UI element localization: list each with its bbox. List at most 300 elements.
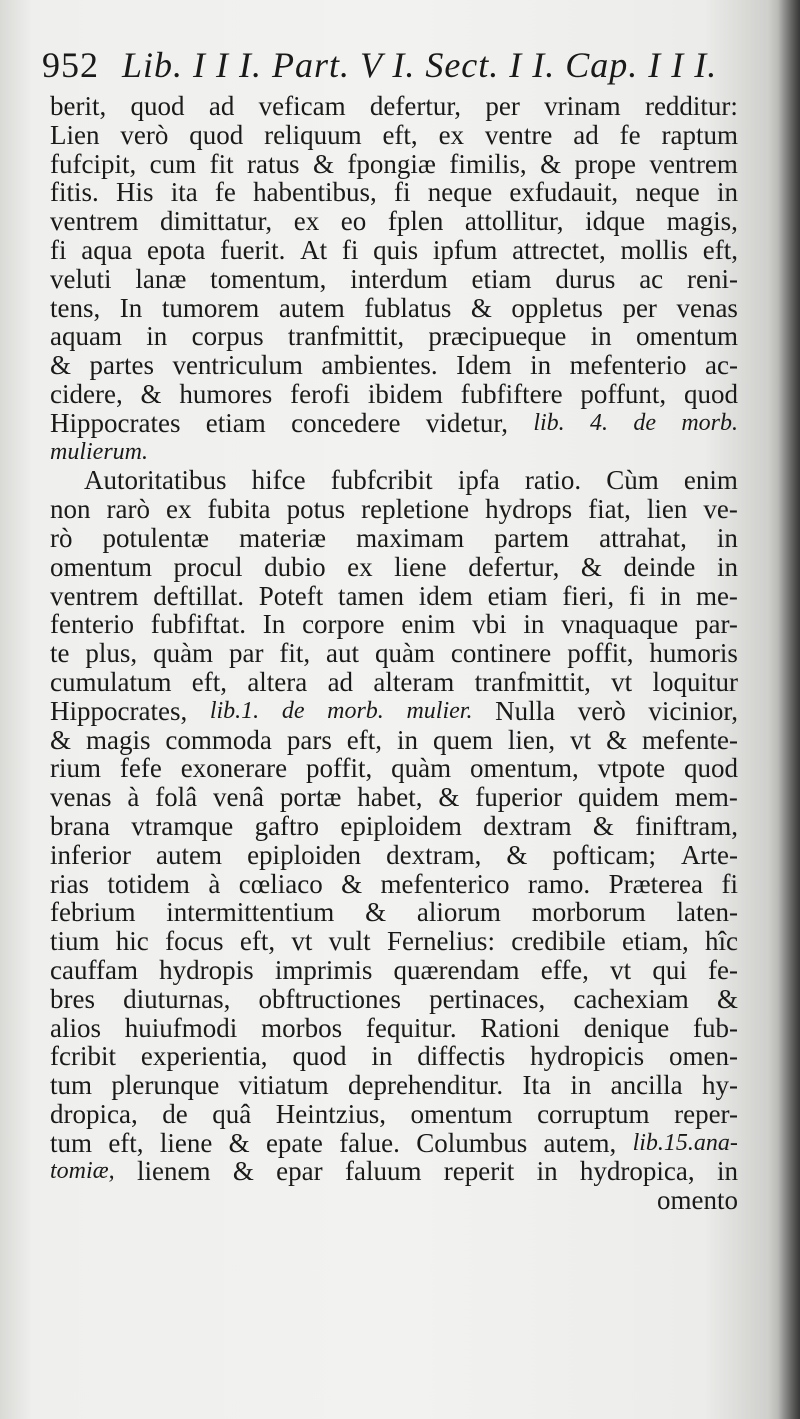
word: eo bbox=[340, 206, 367, 237]
word: te bbox=[50, 638, 70, 669]
text-line bbox=[50, 726, 738, 755]
word: laten- bbox=[676, 897, 738, 928]
word: rò bbox=[50, 522, 73, 553]
word: fe bbox=[619, 119, 641, 150]
word: verò bbox=[120, 119, 169, 150]
word: imprimis bbox=[274, 954, 373, 985]
word: fitis. bbox=[50, 177, 99, 208]
word: deprehenditur. bbox=[347, 1070, 504, 1101]
word: veluti bbox=[50, 263, 112, 294]
word: per bbox=[485, 91, 520, 121]
word: hydropicis bbox=[530, 1041, 645, 1072]
word: cumulatum bbox=[50, 666, 172, 697]
word: ipfum bbox=[432, 234, 498, 265]
text-line bbox=[50, 1129, 738, 1158]
text-line bbox=[50, 639, 738, 668]
word: In bbox=[119, 292, 143, 323]
text-line bbox=[50, 207, 738, 236]
word: neque bbox=[635, 177, 700, 208]
word: quàm bbox=[374, 638, 435, 669]
word: & bbox=[365, 897, 387, 928]
text-line bbox=[50, 1157, 738, 1186]
word: fi bbox=[628, 580, 646, 611]
word: ratus bbox=[247, 148, 300, 179]
word: quâ bbox=[212, 1098, 252, 1129]
word: habet, bbox=[357, 782, 423, 813]
italic-word: de bbox=[281, 697, 305, 724]
word: cachexiam bbox=[573, 983, 689, 1014]
word: epota bbox=[146, 234, 206, 265]
word: eft, bbox=[239, 926, 276, 957]
word: fufcipit, bbox=[50, 148, 137, 179]
word: quærendam bbox=[393, 954, 520, 985]
word: ramo. bbox=[527, 868, 591, 899]
word: idque bbox=[585, 206, 646, 237]
word: mefente- bbox=[642, 724, 738, 755]
word: hic bbox=[115, 926, 149, 957]
word: rias bbox=[50, 868, 89, 899]
word: in bbox=[716, 177, 738, 208]
word: hydrops bbox=[485, 494, 573, 525]
text-line bbox=[50, 294, 738, 323]
text-line bbox=[50, 553, 738, 582]
italic-word: 4. bbox=[590, 409, 608, 436]
word: prope bbox=[574, 148, 637, 179]
word: & bbox=[312, 148, 334, 179]
text-line bbox=[50, 610, 738, 639]
word: quidem bbox=[578, 782, 660, 813]
word: non bbox=[50, 494, 91, 525]
word: Nulla bbox=[495, 695, 556, 726]
word: Præterea bbox=[608, 868, 704, 899]
word: defertur, bbox=[468, 551, 560, 582]
word: partes bbox=[89, 350, 154, 381]
word: ventrem bbox=[649, 148, 738, 179]
word: venas bbox=[50, 782, 112, 813]
word: Autoritatibus bbox=[84, 465, 227, 496]
word: quod bbox=[189, 119, 244, 150]
word: bres bbox=[50, 983, 95, 1014]
text-line bbox=[50, 178, 738, 207]
word: quàm bbox=[391, 753, 452, 784]
word: & bbox=[50, 350, 72, 381]
word: vitiatum bbox=[238, 1070, 329, 1101]
word: fuperior bbox=[475, 782, 563, 813]
word: fit, bbox=[279, 638, 311, 669]
word: fi bbox=[341, 234, 359, 265]
word: cidere, bbox=[50, 378, 123, 409]
word: focus bbox=[165, 926, 224, 957]
word: fenterio bbox=[50, 609, 134, 640]
word: omen- bbox=[669, 1041, 738, 1072]
word: ventrem bbox=[50, 580, 139, 611]
word: & bbox=[592, 810, 614, 841]
word: aquam bbox=[50, 321, 122, 352]
word: fubfiftat. bbox=[150, 609, 246, 640]
text-line bbox=[50, 1014, 738, 1043]
word: omentum, bbox=[470, 753, 579, 784]
word: quem bbox=[432, 724, 493, 755]
text-line bbox=[50, 495, 738, 524]
word: hydropis bbox=[159, 954, 254, 985]
word: oppletus bbox=[511, 292, 603, 323]
word: & bbox=[50, 724, 72, 755]
word: rium bbox=[50, 753, 101, 784]
word: in bbox=[396, 724, 418, 755]
text-line bbox=[50, 870, 738, 899]
word: In bbox=[262, 609, 286, 640]
word: vt bbox=[611, 666, 633, 697]
text-line bbox=[50, 466, 738, 495]
word: denique bbox=[583, 1012, 670, 1043]
word: ve- bbox=[703, 494, 738, 525]
text-line bbox=[50, 1071, 738, 1100]
book-spine-shadow bbox=[778, 0, 800, 1419]
word: totidem bbox=[107, 868, 190, 899]
word: humores bbox=[179, 378, 273, 409]
word: etiam bbox=[487, 580, 548, 611]
word: epar bbox=[276, 1156, 323, 1187]
word: quod bbox=[683, 378, 738, 409]
word: poffit, bbox=[306, 753, 373, 784]
word: defertur, bbox=[369, 91, 462, 121]
word: & bbox=[228, 1127, 250, 1158]
word: hy- bbox=[701, 1070, 738, 1101]
word: idem bbox=[418, 580, 473, 611]
word: Hippocrates, bbox=[50, 695, 188, 726]
word: par bbox=[228, 638, 264, 669]
word: in bbox=[660, 580, 682, 611]
word: mefenterico bbox=[380, 868, 510, 899]
word: ventre bbox=[484, 119, 553, 150]
word: effe, bbox=[540, 954, 589, 985]
word: poffunt, bbox=[580, 378, 667, 409]
word: falue. bbox=[339, 1127, 400, 1158]
word: & bbox=[606, 724, 628, 755]
text-line bbox=[50, 1100, 738, 1129]
word: quod bbox=[130, 91, 185, 121]
word: vrinam bbox=[544, 91, 621, 121]
word: hîc bbox=[704, 926, 738, 957]
word: etiam, bbox=[621, 926, 689, 957]
word: Lien bbox=[50, 119, 100, 150]
italic-word: mulier. bbox=[406, 697, 473, 724]
text-line bbox=[50, 754, 738, 783]
word: eft, bbox=[382, 119, 418, 150]
word: enim bbox=[401, 609, 456, 640]
word: portæ bbox=[279, 782, 342, 813]
word: concedere bbox=[291, 407, 401, 438]
word: & bbox=[341, 868, 363, 899]
running-head: Lib. I I I. Part. V I. Sect. I I. Cap. I I I. bbox=[122, 45, 718, 85]
word: fequitur. bbox=[365, 1012, 457, 1043]
word: ferofi bbox=[290, 378, 351, 409]
word: aut bbox=[326, 638, 360, 669]
text-line bbox=[50, 841, 738, 870]
text-line bbox=[50, 668, 738, 697]
italic-word: morb. bbox=[327, 697, 384, 724]
word: fefe bbox=[119, 753, 162, 784]
word: Idem bbox=[456, 350, 512, 381]
word: poffit, bbox=[567, 638, 634, 669]
text-line bbox=[50, 438, 738, 467]
line-text: omento bbox=[657, 1185, 738, 1216]
word: rarò bbox=[106, 494, 150, 525]
word: in bbox=[716, 522, 738, 553]
word: omentum bbox=[635, 321, 738, 352]
word: omentum bbox=[410, 1098, 513, 1129]
word: reni- bbox=[686, 263, 738, 294]
word: raptum bbox=[661, 119, 738, 150]
word: in bbox=[146, 321, 168, 352]
word: præcipueque bbox=[428, 321, 567, 352]
word: Poteft bbox=[258, 580, 324, 611]
word: fplen bbox=[387, 206, 444, 237]
word: fi bbox=[394, 177, 411, 208]
word: fuerit. bbox=[220, 234, 286, 265]
word: mefenterio bbox=[569, 350, 687, 381]
word: lien, bbox=[507, 724, 556, 755]
word: vnaquaque bbox=[561, 609, 679, 640]
word: ancilla bbox=[610, 1070, 683, 1101]
body-text bbox=[50, 92, 738, 1215]
word: hydropica, bbox=[579, 1156, 695, 1187]
word: ita bbox=[170, 177, 198, 208]
word: vult bbox=[328, 926, 371, 957]
word: veficam bbox=[258, 91, 346, 121]
word: videtur, bbox=[425, 407, 508, 438]
word: venas bbox=[676, 292, 738, 323]
word: fit bbox=[209, 148, 234, 179]
text-line bbox=[50, 783, 738, 812]
word: dubio bbox=[264, 551, 326, 582]
word: de bbox=[162, 1098, 188, 1129]
word: fub- bbox=[693, 1012, 738, 1043]
word: attrahat, bbox=[599, 522, 687, 553]
word: liene bbox=[159, 1127, 213, 1158]
word: Ita bbox=[522, 1070, 551, 1101]
word: continere bbox=[450, 638, 552, 669]
word: & bbox=[438, 782, 460, 813]
word: exfudauit, bbox=[509, 177, 619, 208]
word: magis, bbox=[666, 206, 738, 237]
word: reliquum bbox=[264, 119, 362, 150]
word: eft, bbox=[108, 1127, 144, 1158]
text-line bbox=[50, 927, 738, 956]
word: Rationi bbox=[480, 1012, 560, 1043]
text-line bbox=[50, 812, 738, 841]
word: Heintzius, bbox=[275, 1098, 387, 1129]
text-line bbox=[50, 150, 738, 179]
word: Hippocrates bbox=[50, 407, 181, 438]
word: & bbox=[580, 551, 602, 582]
word: tens, bbox=[50, 292, 101, 323]
word: per bbox=[622, 292, 657, 323]
word: potulentæ bbox=[102, 522, 210, 553]
word: ambientes. bbox=[321, 350, 438, 381]
word: tranfmittit, bbox=[474, 666, 591, 697]
word: intermittentium bbox=[166, 897, 335, 928]
italic-word: tomiæ, bbox=[50, 1158, 115, 1185]
word: mollis bbox=[620, 234, 689, 265]
text-line bbox=[50, 121, 738, 150]
word: finiftram, bbox=[635, 810, 738, 841]
word: brana bbox=[50, 810, 110, 841]
word: vt bbox=[570, 724, 592, 755]
word: autem bbox=[278, 292, 345, 323]
word: reper- bbox=[674, 1098, 738, 1129]
word: tranfmittit, bbox=[287, 321, 405, 352]
word: par- bbox=[694, 609, 738, 640]
word: tum bbox=[50, 1127, 93, 1158]
word: repletione bbox=[361, 494, 470, 525]
word: ac bbox=[639, 263, 664, 294]
text-line bbox=[50, 236, 738, 265]
word: autem bbox=[156, 839, 223, 870]
word: huiufmodi bbox=[124, 1012, 238, 1043]
word: quàm bbox=[153, 638, 214, 669]
text-line bbox=[50, 322, 738, 351]
word: attollitur, bbox=[464, 206, 564, 237]
word: & bbox=[140, 378, 162, 409]
word: tum bbox=[50, 1070, 93, 1101]
word: ibidem bbox=[367, 378, 443, 409]
word: partem bbox=[494, 522, 570, 553]
word: omentum bbox=[50, 551, 152, 582]
word: lienem bbox=[137, 1156, 211, 1187]
word: dextram, bbox=[386, 839, 482, 870]
word: cœliaco bbox=[238, 868, 323, 899]
word: autem, bbox=[543, 1127, 617, 1158]
text-line bbox=[50, 380, 738, 409]
word: lien bbox=[646, 494, 688, 525]
word: fe bbox=[214, 177, 236, 208]
word: Cùm bbox=[606, 465, 659, 496]
word: reperit bbox=[443, 1156, 515, 1187]
word: eft, bbox=[346, 724, 383, 755]
word: diffectis bbox=[417, 1041, 506, 1072]
word: vtpote bbox=[597, 753, 666, 784]
word: credibile bbox=[511, 926, 606, 957]
word: durus bbox=[555, 263, 616, 294]
word: fubita bbox=[207, 494, 271, 525]
word: in bbox=[716, 1156, 738, 1187]
word: dropica, bbox=[50, 1098, 138, 1129]
word: plerunque bbox=[111, 1070, 220, 1101]
text-line bbox=[50, 898, 738, 927]
word: potus bbox=[286, 494, 346, 525]
word: ex bbox=[347, 551, 373, 582]
page-number: 952 bbox=[42, 45, 99, 85]
word: enim bbox=[683, 465, 738, 496]
word: fimilis, bbox=[449, 148, 527, 179]
word: fi bbox=[721, 868, 738, 899]
word: febrium bbox=[50, 897, 136, 928]
word: venâ bbox=[213, 782, 264, 813]
word: maximam bbox=[356, 522, 465, 553]
word: epiploiden bbox=[247, 839, 362, 870]
word: inferior bbox=[50, 839, 131, 870]
word: humoris bbox=[649, 638, 738, 669]
word: pars bbox=[286, 724, 332, 755]
word: alteram bbox=[373, 666, 455, 697]
word: folâ bbox=[155, 782, 198, 813]
word: altera bbox=[247, 666, 308, 697]
word: Columbus bbox=[416, 1127, 528, 1158]
word: diuturnas, bbox=[123, 983, 231, 1014]
word: ad bbox=[208, 91, 235, 121]
word: tomentum, bbox=[210, 263, 327, 294]
word: eft, bbox=[191, 666, 228, 697]
word: pofticam; bbox=[552, 839, 656, 870]
word: epiploidem bbox=[340, 810, 462, 841]
word: At bbox=[300, 234, 328, 265]
word: in bbox=[716, 551, 738, 582]
italic-word: de bbox=[633, 409, 656, 436]
word: exonerare bbox=[180, 753, 288, 784]
word: loquitur bbox=[652, 666, 738, 697]
word: corruptum bbox=[537, 1098, 650, 1129]
word: corpus bbox=[191, 321, 264, 352]
word: in bbox=[371, 1041, 393, 1072]
word: ventrem bbox=[50, 206, 139, 237]
text-line bbox=[50, 582, 738, 611]
word: vbi bbox=[472, 609, 507, 640]
word: dimittatur, bbox=[160, 206, 273, 237]
word: dextram bbox=[483, 810, 572, 841]
word: & bbox=[232, 1156, 254, 1187]
word: materiæ bbox=[239, 522, 327, 553]
word: epate bbox=[265, 1127, 323, 1158]
word: & bbox=[470, 292, 492, 323]
word: & bbox=[716, 983, 738, 1014]
word: pertinaces, bbox=[429, 983, 546, 1014]
word: in bbox=[530, 350, 552, 381]
text-line bbox=[50, 985, 738, 1014]
word: à bbox=[127, 782, 140, 813]
word: habentibus, bbox=[253, 177, 377, 208]
italic-word: morb. bbox=[681, 409, 738, 436]
word: commoda bbox=[165, 724, 272, 755]
word: deinde bbox=[623, 551, 696, 582]
word: à bbox=[208, 868, 221, 899]
word: interdum bbox=[350, 263, 448, 294]
text-line bbox=[50, 697, 738, 726]
italic-word: lib. bbox=[533, 409, 565, 436]
word: gaftro bbox=[254, 810, 320, 841]
word: redditur: bbox=[644, 91, 738, 121]
word: ventriculum bbox=[172, 350, 303, 381]
word: liene bbox=[394, 551, 447, 582]
word: cum bbox=[149, 148, 197, 179]
word: fieri, bbox=[562, 580, 615, 611]
word: etiam bbox=[471, 263, 532, 294]
word: plus, bbox=[85, 638, 138, 669]
word: deftillat. bbox=[153, 580, 244, 611]
word: vicinior, bbox=[648, 695, 738, 726]
word: Arte- bbox=[681, 839, 738, 870]
word: aliorum bbox=[416, 897, 501, 928]
word: procul bbox=[173, 551, 243, 582]
word: ex bbox=[293, 206, 320, 237]
word: etiam bbox=[205, 407, 266, 438]
text-line bbox=[50, 1042, 738, 1071]
word: morborum bbox=[531, 897, 646, 928]
text-line bbox=[50, 956, 738, 985]
italic-word: lib.1. bbox=[209, 697, 260, 724]
word: & bbox=[540, 148, 562, 179]
word: ad bbox=[327, 666, 354, 697]
